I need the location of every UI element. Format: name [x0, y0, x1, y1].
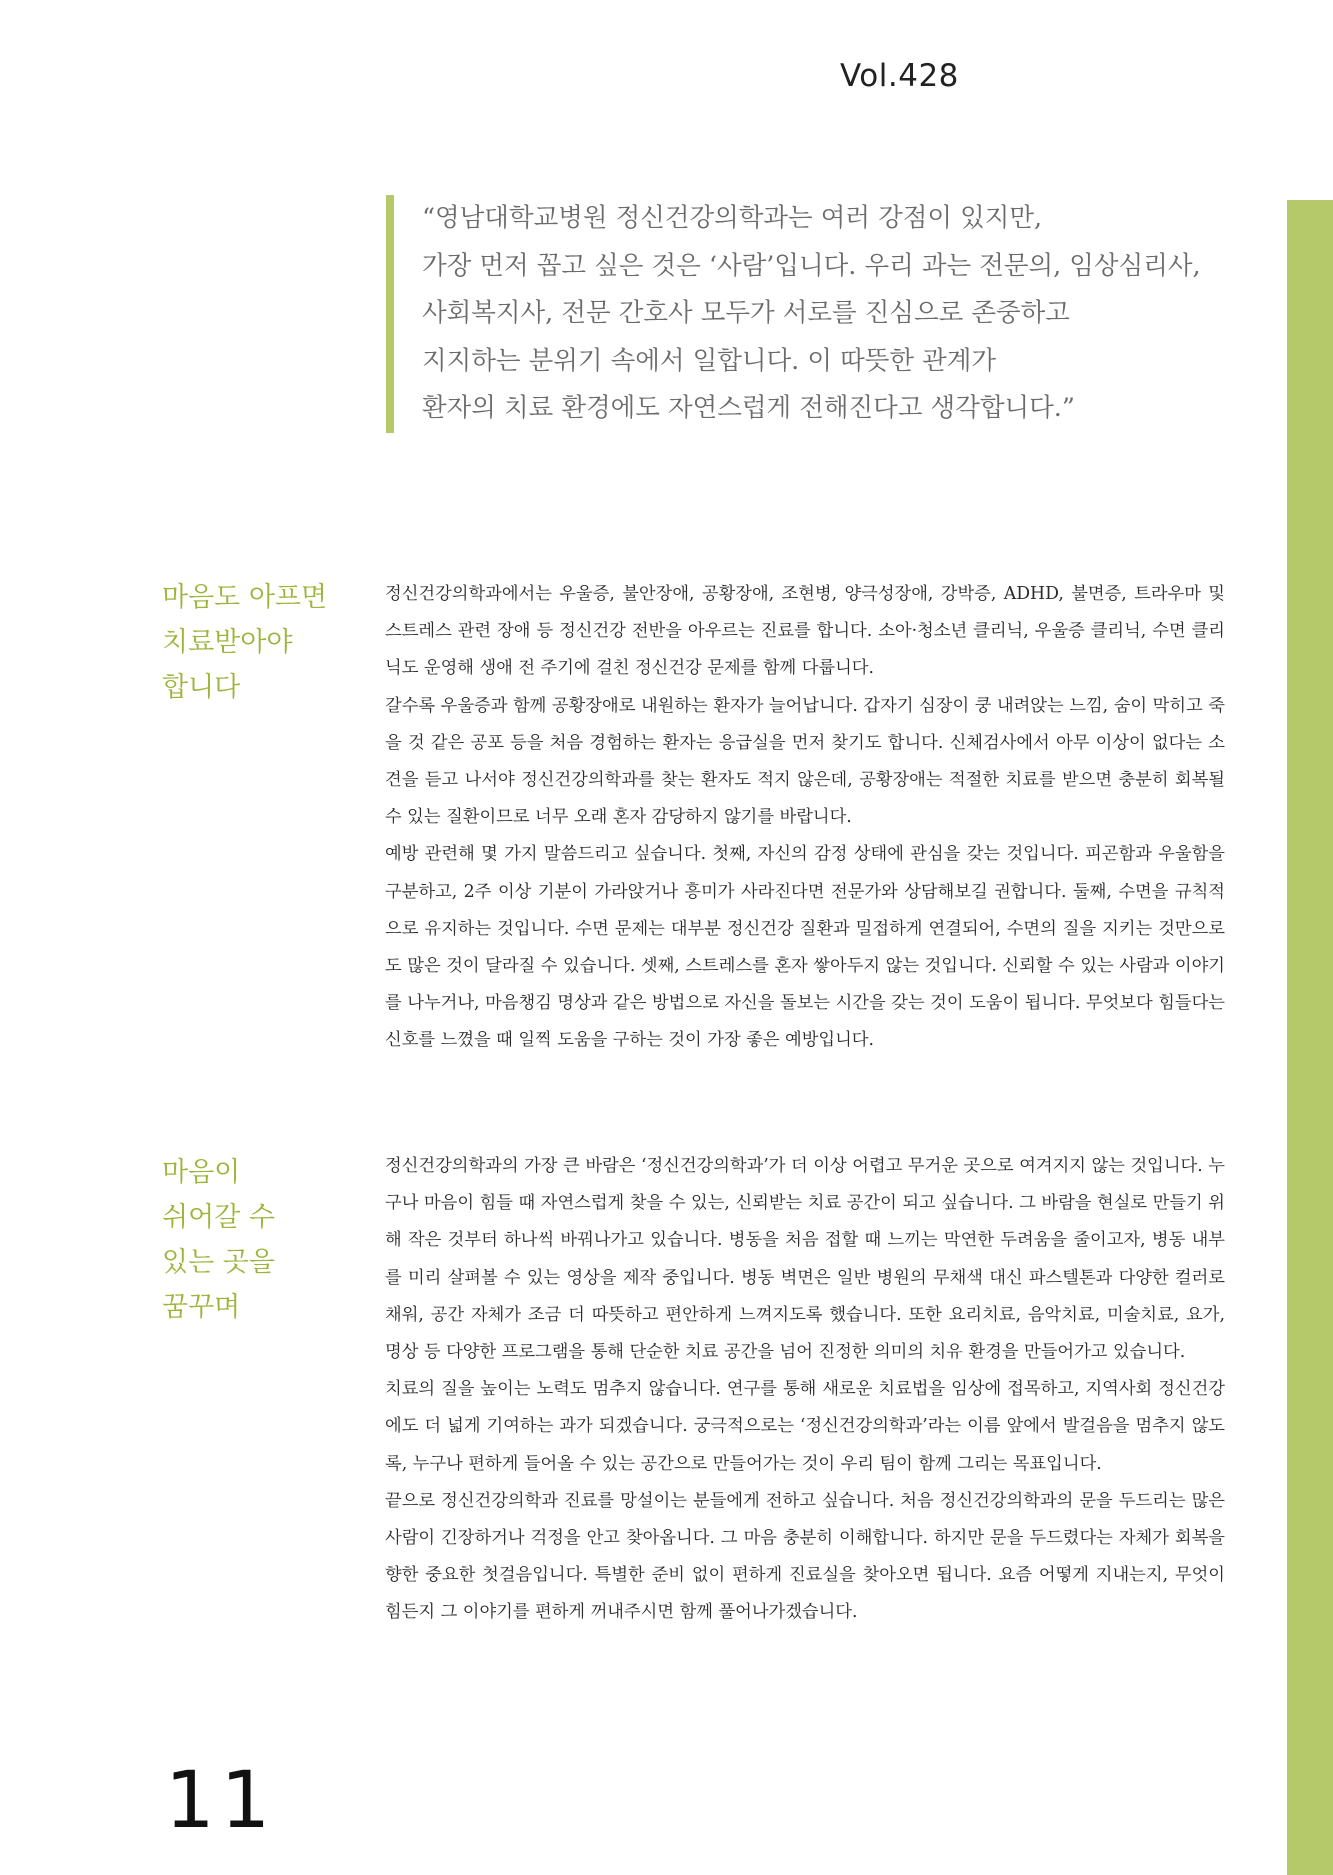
section1-heading — [162, 575, 352, 710]
section2-body — [385, 1148, 1225, 1632]
heading-line: 치료받아야 — [162, 627, 293, 658]
quote-line: 환자의 치료 환경에도 자연스럽게 전해진다고 생각합니다.” — [422, 393, 1075, 423]
accent-side-bar — [1287, 200, 1333, 1875]
heading-line: 있는 곳을 — [162, 1247, 275, 1278]
quote-line: 사회복지사, 전문 간호사 모두가 서로를 진심으로 존중하고 — [422, 298, 1070, 328]
body-paragraph: 정신건강의학과에서는 우울증, 불안장애, 공황장애, 조현병, 양극성장애, 강박증, ADHD, 불면증, 트라우마 및 스트레스 관련 장애 등 정신건강 전반을 아우르는 진료를 합니다. 소아·청소년 클리닉, 우울증 클리닉, 수면 클리닉도 운영해 생애 전 주기에 걸친 정신건강 문제를 함께 다룹니다. — [385, 584, 1225, 679]
quote-line: 지지하는 분위기 속에서 일합니다. 이 따뜻한 관계가 — [422, 345, 997, 376]
pull-quote — [386, 195, 1282, 433]
section1-body — [385, 576, 1225, 1060]
quote-line: 가장 먼저 꼽고 싶은 것은 ‘사람’입니다. 우리 과는 전문의, 임상심리사, — [422, 250, 1201, 281]
quote-line: “영남대학교병원 정신건강의학과는 여러 강점이 있지만, — [422, 203, 1043, 233]
page-number: 11 — [165, 1756, 277, 1846]
body-paragraph: 갈수록 우울증과 함께 공황장애로 내원하는 환자가 늘어납니다. 갑자기 심장이 쿵 내려앉는 느낌, 숨이 막히고 죽을 것 같은 공포 등을 처음 경험하는 환자는 응급실을 먼저 찾기도 합니다. 신체검사에서 아무 이상이 없다는 소견을 듣고 나서야 정신건강의학과를 찾는 환자도 적지 않은데, 공황장애는 적절한 치료를 받으면 충분히 회복될 수 있는 질환이므로 너무 오래 혼자 감당하지 않기를 바랍니다. — [385, 695, 1225, 828]
heading-line: 마음도 아프면 — [162, 582, 328, 613]
heading-line: 꿈꾸며 — [162, 1292, 241, 1323]
heading-line: 쉬어갈 수 — [162, 1202, 275, 1233]
body-paragraph: 치료의 질을 높이는 노력도 멈추지 않습니다. 연구를 통해 새로운 치료법을 임상에 접목하고, 지역사회 정신건강에도 더 넓게 기여하는 과가 되겠습니다. 궁극적으로는 ‘정신건강의학과’라는 이름 앞에서 발걸음을 멈추지 않도록, 누구나 편하게 들어올 수 있는 공간으로 만들어가는 것이 우리 팀이 함께 그리는 목표입니다. — [385, 1379, 1225, 1474]
heading-line: 마음이 — [162, 1157, 241, 1188]
body-paragraph: 끝으로 정신건강의학과 진료를 망설이는 분들에게 전하고 싶습니다. 처음 정신건강의학과의 문을 두드리는 많은 사람이 긴장하거나 걱정을 안고 찾아옵니다. 그 마음 충분히 이해합니다. 하지만 문을 두드렸다는 자체가 회복을 향한 중요한 첫걸음입니다. 특별한 준비 없이 편하게 진료실을 찾아오면 됩니다. 요즘 어떻게 지내는지, 무엇이 힘든지 그 이야기를 편하게 꺼내주시면 함께 풀어나가겠습니다. — [385, 1490, 1225, 1623]
body-paragraph: 정신건강의학과의 가장 큰 바람은 ‘정신건강의학과’가 더 이상 어렵고 무거운 곳으로 여겨지지 않는 것입니다. 누구나 마음이 힘들 때 자연스럽게 찾을 수 있는, 신뢰받는 치료 공간이 되고 싶습니다. 그 바람을 현실로 만들기 위해 작은 것부터 하나씩 바꿔나가고 있습니다. 병동을 처음 접할 때 느끼는 막연한 두려움을 줄이고자, 병동 내부를 미리 살펴볼 수 있는 영상을 제작 중입니다. 병동 벽면은 일반 병원의 무채색 대신 파스텔톤과 다양한 컬러로 채워, 공간 자체가 조금 더 따뜻하고 편안하게 느껴지도록 했습니다. 또한 요리치료, 음악치료, 미술치료, 요가, 명상 등 다양한 프로그램을 통해 단순한 치료 공간을 넘어 진정한 의미의 치유 환경을 만들어가고 있습니다. — [385, 1156, 1225, 1363]
body-paragraph: 예방 관련해 몇 가지 말씀드리고 싶습니다. 첫째, 자신의 감정 상태에 관심을 갖는 것입니다. 피곤함과 우울함을 구분하고, 2주 이상 기분이 가라앉거나 흥미가 사라진다면 전문가와 상담해보길 권합니다. 둘째, 수면을 규칙적으로 유지하는 것입니다. 수면 문제는 대부분 정신건강 질환과 밀접하게 연결되어, 수면의 질을 지키는 것만으로도 많은 것이 달라질 수 있습니다. 셋째, 스트레스를 혼자 쌓아두지 않는 것입니다. 신뢰할 수 있는 사람과 이야기를 나누거나, 마음챙김 명상과 같은 방법으로 자신을 돌보는 시간을 갖는 것이 도움이 됩니다. 무엇보다 힘들다는 신호를 느꼈을 때 일찍 도움을 구하는 것이 가장 좋은 예방입니다. — [385, 844, 1225, 1051]
heading-line: 합니다 — [162, 672, 241, 703]
volume-label: Vol.428 — [840, 58, 959, 94]
section2-heading — [162, 1150, 352, 1330]
